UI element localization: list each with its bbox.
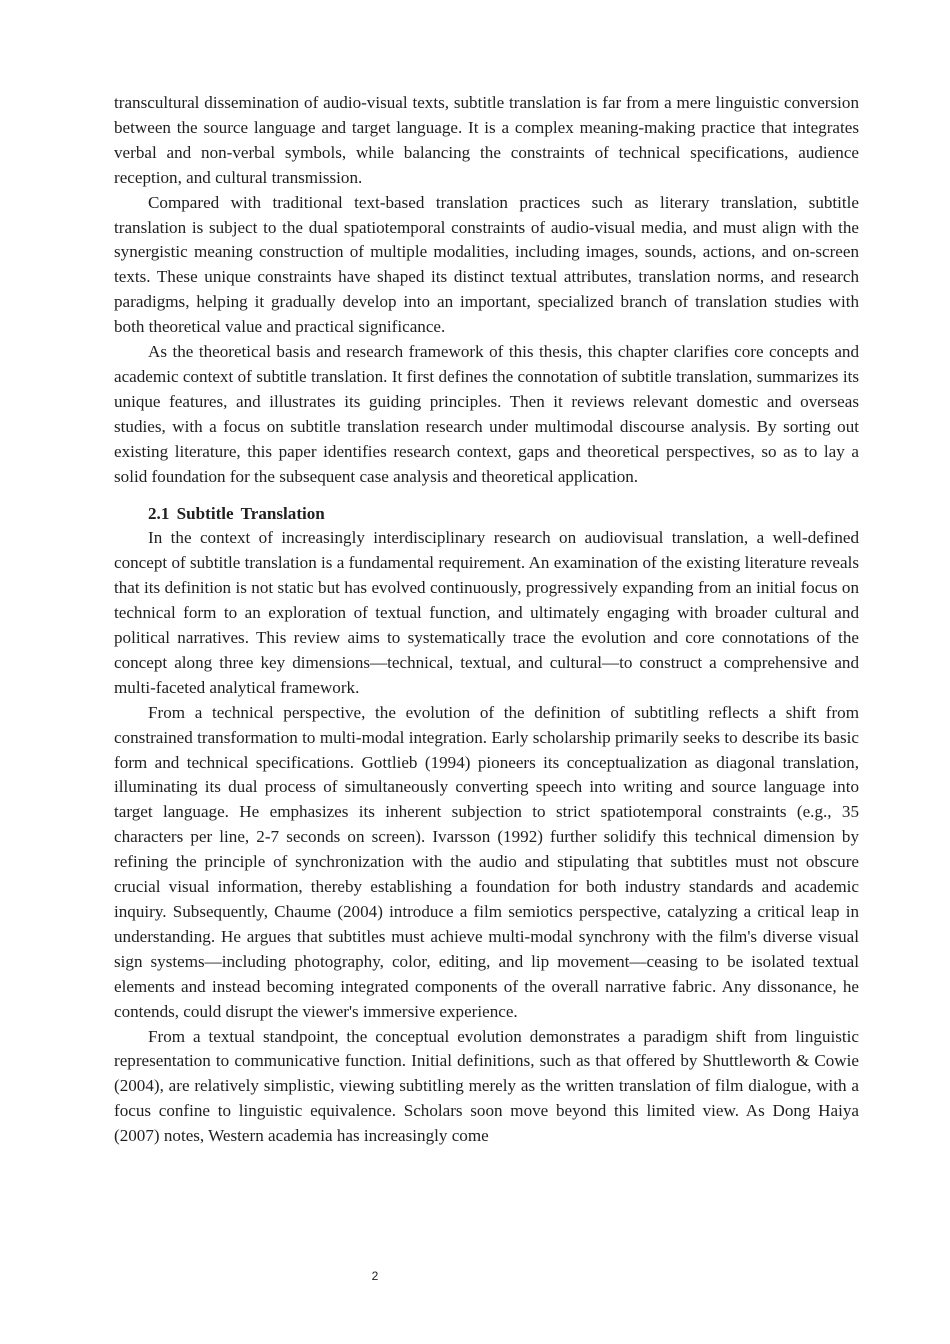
paragraph-comparison: Compared with traditional text-based translation practices such as literary translation, subtitle translation is subject to the dual spatiotemporal constraints of audio-visual media, and must align with the synergistic meaning construction of multiple modalities, including images, sounds, actions, and on-screen texts. These unique constraints have shaped its distinct textual attributes, translation norms, and research paradigms, helping it gradually develop into an important, specialized branch of translation studies with both theoretical value and practical significance. xyxy=(114,192,859,337)
page-number: 2 xyxy=(371,1269,379,1283)
body-text xyxy=(114,91,859,1149)
paragraph-chapter-overview: As the theoretical basis and research framework of this thesis, this chapter clarifies core concepts and academic context of subtitle translation. It first defines the connotation of subtitle translation, summarizes its unique features, and illustrates its guiding principles. Then it reviews relevant domestic and overseas studies, with a focus on subtitle translation research under multimodal discourse analysis. By sorting out existing literature, this paper identifies research context, gaps and theoretical perspectives, so as to lay a solid foundation for the subsequent case analysis and theoretical application. xyxy=(114,342,859,486)
paragraph-continued: transcultural dissemination of audio-visual texts, subtitle translation is far from a mere linguistic conversion between the source language and target language. It is a complex meaning-making practice that integrates verbal and non-verbal symbols, while balancing the constraints of technical specifications, audience reception, and cultural transmission. xyxy=(114,93,859,187)
paragraph-textual-standpoint: From a textual standpoint, the conceptual evolution demonstrates a paradigm shift from linguistic representation to communicative function. Initial definitions, such as that offered by Shuttleworth & Cowie (2004), are relatively simplistic, viewing subtitling merely as the written translation of film dialogue, with a focus confine to linguistic equivalence. Scholars soon move beyond this limited view. As Dong Haiya (2007) notes, Western academia has increasingly come xyxy=(114,1026,859,1146)
paragraph-definition-context: In the context of increasingly interdisciplinary research on audiovisual translation, a well-defined concept of subtitle translation is a fundamental requirement. An examination of the existing literature reveals that its definition is not static but has evolved continuously, progressively expanding from an initial focus on technical form to an exploration of textual function, and ultimately engaging with broader cultural and political narratives. This review aims to systematically trace the evolution and core connotations of the concept along three key dimensions—technical, textual, and cultural—to construct a comprehensive and multi-faceted analytical framework. xyxy=(114,528,859,697)
section-heading: 2.1 Subtitle Translation xyxy=(148,503,325,523)
paragraph-technical-perspective: From a technical perspective, the evolution of the definition of subtitling reflects a shift from constrained transformation to multi-modal integration. Early scholarship primarily seeks to describe its basic form and technical specifications. Gottlieb (1994) pioneers its conceptualization as diagonal translation, illuminating its dual process of simultaneously converting speech into writing and source language into target language. He emphasizes its inherent subjection to strict spatiotemporal constraints (e.g., 35 characters per line, 2-7 seconds on screen). Ivarsson (1992) further solidify this technical dimension by refining the principle of synchronization with the audio and stipulating that subtitles must not obscure crucial visual information, thereby establishing a foundation for both industry standards and academic inquiry. Subsequently, Chaume (2004) introduce a film semiotics perspective, catalyzing a critical leap in understanding. He argues that subtitles must achieve multi-modal synchrony with the film's diverse visual sign systems—including photography, color, editing, and lip movement—ceasing to be isolated textual elements and instead becoming integrated components of the overall narrative fabric. Any dissonance, he contends, could disrupt the viewer's immersive experience. xyxy=(114,702,859,1021)
